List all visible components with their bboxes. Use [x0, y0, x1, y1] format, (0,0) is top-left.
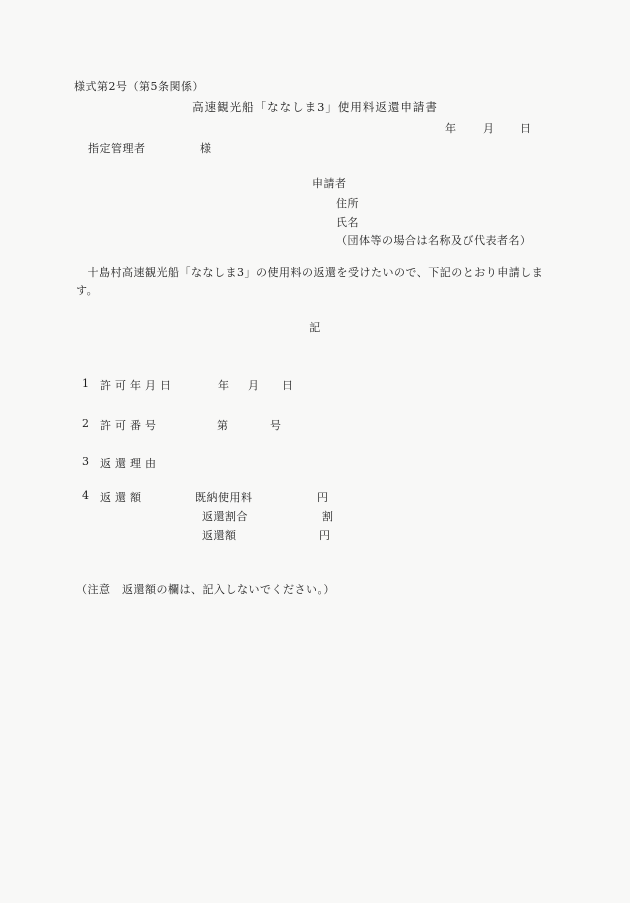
item-number: 4 — [82, 489, 90, 502]
document-title: 高速観光船「ななしま3」使用料返還申請書 — [192, 100, 438, 114]
permit-year-label: 年 — [218, 379, 230, 392]
date-line — [0, 120, 630, 135]
refund-row-unit: 割 — [322, 510, 334, 523]
date-month-label: 月 — [483, 122, 495, 135]
body-line: す。 — [76, 284, 99, 297]
refund-row-ratio — [0, 508, 630, 523]
applicant-address-label: 住所 — [336, 197, 359, 210]
item-label: 許可年月日 — [100, 379, 175, 392]
body-line: 十島村高速観光船「ななしま3」の使用料の返還を受けたいので、下記のとおり申請しま — [76, 266, 544, 279]
applicant-name-label: 氏名 — [336, 216, 359, 229]
record-marker: 記 — [309, 321, 321, 334]
item-number: 1 — [82, 377, 90, 390]
item-row-refund-reason — [0, 455, 630, 470]
date-year-label: 年 — [445, 122, 457, 135]
refund-row-unit: 円 — [317, 491, 329, 504]
item-row-permit-number — [0, 417, 630, 432]
refund-row-label: 返還額 — [202, 529, 237, 542]
applicant-org-note: （団体等の場合は名称及び代表者名） — [336, 234, 532, 247]
item-number: 3 — [82, 455, 90, 468]
item-row-permit-date — [0, 377, 630, 392]
caution-note: （注意 返還額の欄は、記入しないでください。） — [76, 583, 335, 596]
refund-row-label: 既納使用料 — [195, 491, 253, 504]
item-number: 2 — [82, 417, 90, 430]
refund-row-amount — [0, 527, 630, 542]
addressee-line — [0, 140, 630, 155]
refund-row-unit: 円 — [319, 529, 331, 542]
item-label: 返還理由 — [100, 457, 160, 470]
refund-row-label: 返還割合 — [202, 510, 248, 523]
applicant-label: 申請者 — [312, 177, 347, 190]
addressee-honorific: 様 — [200, 142, 212, 155]
permit-number-prefix: 第 — [217, 419, 229, 432]
addressee-label: 指定管理者 — [88, 142, 146, 155]
permit-number-suffix: 号 — [270, 419, 282, 432]
item-row-refund-amount — [0, 489, 630, 504]
permit-day-label: 日 — [282, 379, 294, 392]
permit-month-label: 月 — [248, 379, 260, 392]
form-number: 様式第2号（第5条関係） — [74, 80, 204, 93]
date-day-label: 日 — [520, 122, 532, 135]
item-label: 返還額 — [100, 491, 145, 504]
item-label: 許可番号 — [100, 419, 160, 432]
